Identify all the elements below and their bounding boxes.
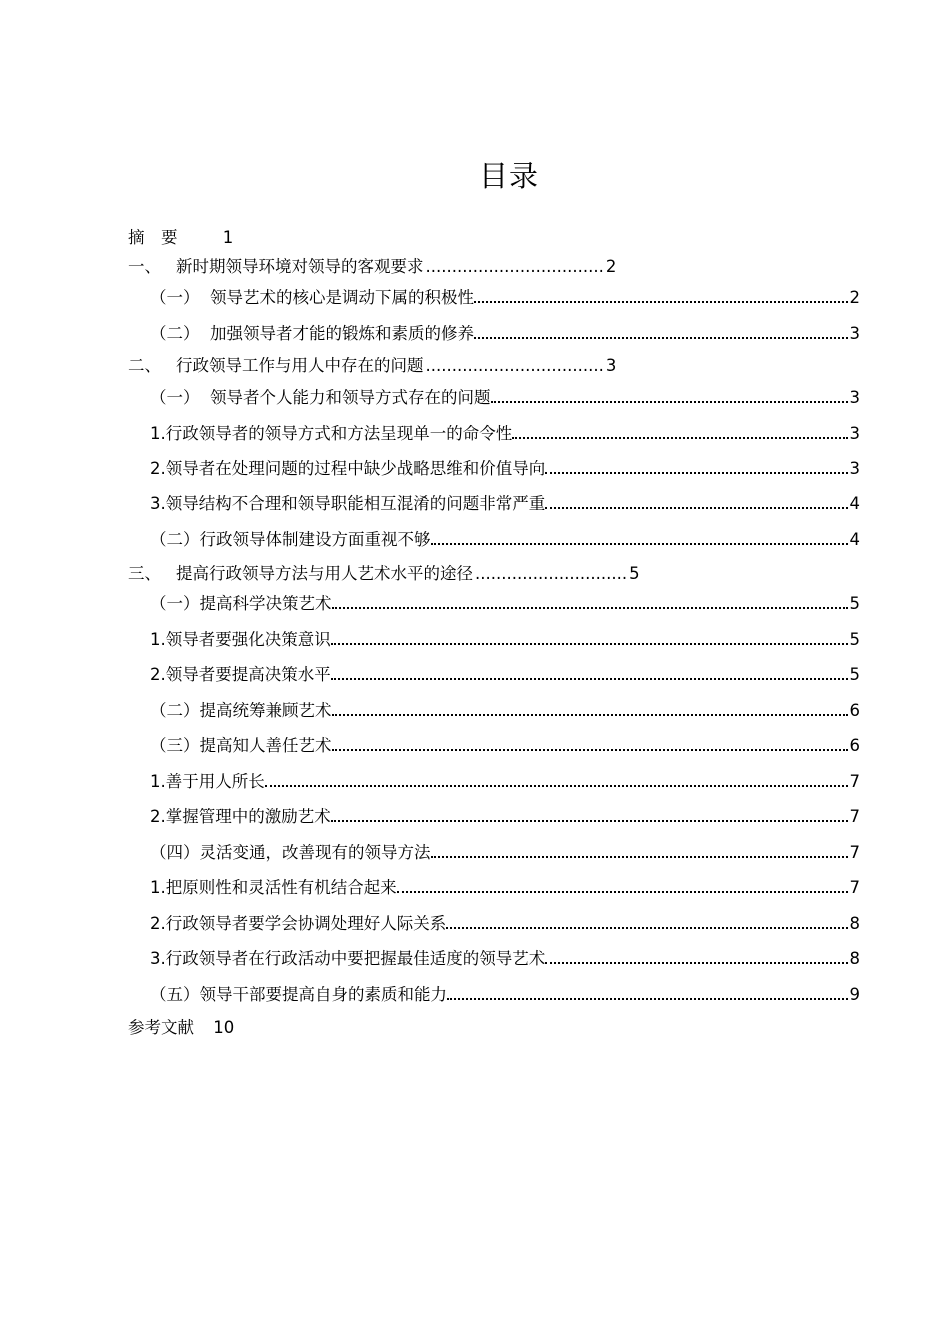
toc-entry-label: 提高行政领导方法与用人艺术水平的途径 xyxy=(176,564,473,583)
toc-entry-page: 4 xyxy=(849,530,860,549)
toc-dot-leader xyxy=(512,436,847,439)
toc-dot-leader xyxy=(431,855,848,858)
toc-entry-2-1-3[interactable] xyxy=(150,491,860,517)
toc-entry-3-1-2[interactable] xyxy=(150,662,860,688)
toc-entry-3-5[interactable] xyxy=(150,982,860,1008)
toc-dot-leader xyxy=(545,471,847,474)
toc-dot-leader xyxy=(545,506,847,509)
page-title: 目录 xyxy=(478,159,539,193)
toc-entry-page: 6 xyxy=(849,701,860,720)
toc-entry-3-1-1[interactable] xyxy=(150,627,860,653)
toc-entry-page: 3 xyxy=(849,424,860,443)
toc-entry-3-3[interactable] xyxy=(150,733,860,759)
toc-entry-label: 行政领导者在行政活动中要把握最佳适度的领导艺术 xyxy=(165,949,546,968)
toc-entry-label: 参考文献 xyxy=(128,1018,194,1037)
toc-dot-leader xyxy=(331,819,848,822)
toc-dot-leader xyxy=(265,784,848,787)
toc-dot-leader xyxy=(331,642,848,645)
toc-dot-leader: ............................. xyxy=(475,564,628,583)
toc-entry-page: 1 xyxy=(222,228,234,247)
toc-entry-number: 1. xyxy=(150,878,166,897)
toc-entry-number: 3. xyxy=(150,494,166,513)
toc-entry-page: 7 xyxy=(849,807,860,826)
toc-entry-label: 领导者个人能力和领导方式存在的问题 xyxy=(210,388,491,407)
toc-entry-label: 领导者要提高决策水平 xyxy=(165,665,331,684)
toc-entry-label: 领导艺术的核心是调动下属的积极性 xyxy=(210,288,474,307)
toc-entry-page: 3 xyxy=(849,388,860,407)
toc-entry-page: 9 xyxy=(849,985,860,1004)
toc-entry-page: 4 xyxy=(849,494,860,513)
toc-entry-2-1[interactable] xyxy=(150,385,860,411)
toc-entry-page: 10 xyxy=(213,1018,235,1037)
toc-entry-3-4[interactable] xyxy=(150,840,860,866)
toc-dot-leader: .................................. xyxy=(425,356,604,375)
toc-entry-label: 行政领导工作与用人中存在的问题 xyxy=(176,356,424,375)
toc-entry-label: 领导者在处理问题的过程中缺少战略思维和价值导向 xyxy=(165,459,546,478)
toc-entry-page: 7 xyxy=(849,878,860,897)
toc-entry-label: 善于用人所长 xyxy=(165,772,265,791)
toc-entry-2-2[interactable] xyxy=(150,527,860,553)
toc-entry-number: 2. xyxy=(150,665,166,684)
toc-entry-number: 2. xyxy=(150,459,166,478)
toc-entry-number: （三） xyxy=(150,736,200,755)
toc-entry-number: （四） xyxy=(150,843,200,862)
toc-entry-number: （一） xyxy=(150,388,210,407)
toc-entry-label: 掌握管理中的激励艺术 xyxy=(165,807,331,826)
toc-dot-leader xyxy=(397,890,848,893)
toc-entry-3-3-2[interactable] xyxy=(150,804,860,830)
toc-dot-leader xyxy=(332,606,848,609)
toc-dot-leader xyxy=(491,400,848,403)
toc-entry-section-3[interactable] xyxy=(128,561,640,587)
toc-entry-number: 1. xyxy=(150,630,166,649)
toc-entry-3-3-1[interactable] xyxy=(150,769,860,795)
toc-entry-number: （一） xyxy=(150,594,200,613)
toc-entry-label: 领导结构不合理和领导职能相互混淆的问题非常严重 xyxy=(165,494,546,513)
toc-entry-number: 二、 xyxy=(128,356,161,375)
toc-entry-label: 行政领导者要学会协调处理好人际关系 xyxy=(165,914,447,933)
toc-entry-page: 3 xyxy=(849,324,860,343)
toc-entry-page: 5 xyxy=(629,564,640,583)
toc-entry-number: 一、 xyxy=(128,257,161,276)
toc-entry-page: 2 xyxy=(849,288,860,307)
toc-entry-label: 灵活变通，改善现有的领导方法 xyxy=(199,843,431,862)
toc-entry-page: 7 xyxy=(849,772,860,791)
toc-entry-page: 7 xyxy=(849,843,860,862)
toc-entry-label: 提高科学决策艺术 xyxy=(199,594,332,613)
toc-entry-label: 提高统筹兼顾艺术 xyxy=(199,701,332,720)
toc-dot-leader xyxy=(474,336,848,339)
toc-dot-leader xyxy=(332,713,848,716)
toc-entry-page: 8 xyxy=(849,949,860,968)
toc-entry-number: （二） xyxy=(150,530,200,549)
toc-entry-number: （一） xyxy=(150,288,210,307)
toc-entry-number: 3. xyxy=(150,949,166,968)
toc-entry-label: 行政领导者的领导方式和方法呈现单一的命令性 xyxy=(165,424,513,443)
toc-entry-references[interactable] xyxy=(128,1015,234,1041)
toc-dot-leader: .................................. xyxy=(425,257,604,276)
toc-entry-label: 摘 要 xyxy=(128,228,178,247)
toc-dot-leader xyxy=(545,961,847,964)
toc-entry-section-2[interactable] xyxy=(128,353,616,379)
toc-dot-leader xyxy=(446,926,847,929)
toc-entry-label: 新时期领导环境对领导的客观要求 xyxy=(176,257,424,276)
toc-entry-number: 三、 xyxy=(128,564,161,583)
toc-entry-number: 2. xyxy=(150,914,166,933)
toc-entry-3-4-1[interactable] xyxy=(150,875,860,901)
toc-entry-1-1[interactable] xyxy=(150,285,860,311)
toc-dot-leader xyxy=(431,542,848,545)
toc-entry-number: （五） xyxy=(150,985,200,1004)
toc-entry-3-2[interactable] xyxy=(150,698,860,724)
toc-entry-number: 1. xyxy=(150,424,166,443)
toc-entry-1-2[interactable] xyxy=(150,321,860,347)
toc-entry-number: （二） xyxy=(150,701,200,720)
toc-entry-page: 2 xyxy=(605,257,617,276)
toc-entry-label: 提高知人善任艺术 xyxy=(199,736,332,755)
toc-entry-page: 3 xyxy=(605,356,617,375)
toc-entry-page: 3 xyxy=(849,459,860,478)
toc-entry-page: 5 xyxy=(849,594,860,613)
toc-entry-2-1-2[interactable] xyxy=(150,456,860,482)
toc-entry-2-1-1[interactable] xyxy=(150,421,860,447)
toc-entry-page: 5 xyxy=(849,665,860,684)
toc-entry-page: 8 xyxy=(849,914,860,933)
toc-entry-3-4-3[interactable] xyxy=(150,946,860,972)
toc-entry-label: 把原则性和灵活性有机结合起来 xyxy=(165,878,397,897)
toc-entry-3-4-2[interactable] xyxy=(150,911,860,937)
toc-dot-leader xyxy=(331,677,848,680)
toc-entry-number: （二） xyxy=(150,324,210,343)
toc-entry-section-1[interactable] xyxy=(128,254,616,280)
toc-entry-label: 领导者要强化决策意识 xyxy=(165,630,331,649)
toc-entry-page: 6 xyxy=(849,736,860,755)
toc-entry-label: 领导干部要提高自身的素质和能力 xyxy=(199,985,447,1004)
toc-entry-number: 1. xyxy=(150,772,166,791)
toc-entry-abstract[interactable] xyxy=(128,225,233,251)
toc-dot-leader xyxy=(474,300,848,303)
toc-entry-label: 行政领导体制建设方面重视不够 xyxy=(199,530,431,549)
toc-dot-leader xyxy=(332,748,848,751)
toc-entry-page: 5 xyxy=(849,630,860,649)
toc-dot-leader xyxy=(447,997,848,1000)
toc-entry-3-1[interactable] xyxy=(150,591,860,617)
toc-entry-number: 2. xyxy=(150,807,166,826)
toc-entry-label: 加强领导者才能的锻炼和素质的修养 xyxy=(210,324,474,343)
